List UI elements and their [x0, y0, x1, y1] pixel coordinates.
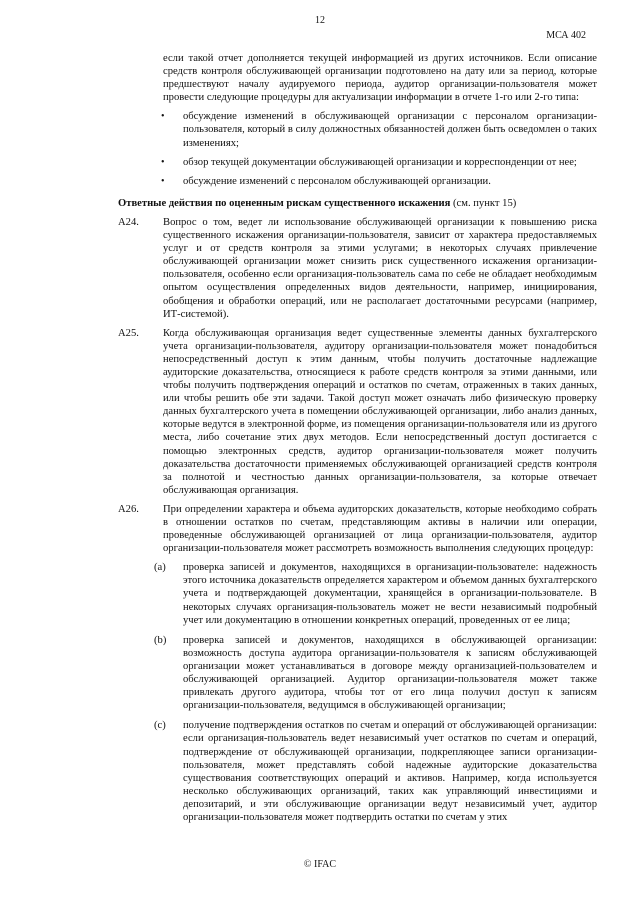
bullet-icon: • [161, 156, 165, 168]
paragraph-a26 [118, 503, 597, 555]
paragraph-text: При определении характера и объема аудиторских доказательств, которые необходимо собрать в отношении остатков по счетам, представляющим активы в наличии или операции, проведенные обслуживающей организацией от лица организации-пользователя, аудитор организации-пользователя может рассмотреть возможность выполнения следующих процедур: [163, 503, 597, 555]
section-heading-ref: (см. пункт 15) [450, 197, 517, 209]
paragraph-number: А24. [118, 216, 139, 228]
bullet-icon: • [161, 111, 165, 123]
bullet-text: обсуждение изменений в обслуживающей организации с персоналом организации-пользователя, который в силу должностных обязанностей должен быть осведомлен о таких изменениях; [183, 111, 597, 149]
subitem-letter: (a) [154, 562, 166, 574]
subitem-letter: (c) [154, 720, 166, 732]
paragraph-number: А26. [118, 503, 139, 515]
intro-paragraph: если такой отчет дополняется текущей информацией из других источников. Если описание средств контроля обслуживающей организации подготовлено на дату или за период, которые предшествуют началу аудируемого периода, аудитор организации-пользователя может провести следующие процедуры для актуализации информации в отчете 1-го или 2-го типа: [163, 53, 597, 104]
bullet-text: обзор текущей документации обслуживающей организации и корреспонденции от нее; [183, 156, 577, 168]
subitem-text: получение подтверждения остатков по счетам и операций от обслуживающей организации: если организация-пользователь ведет независимый учет остатков по счетам и операций, подтверждение от обслуживающей организации, подкрепляющее записи организации-пользователя, может представлять собой надежные аудиторские доказательства существования соответствующих операций и активов. Например, когда используется несколько обслуживающих организаций, таких как управляющий инвестициями и депозитарий, и эти обслуживающие организации ведут независимый учет, аудитор организации-пользователя может подтвердить остатки по счетам у этих [183, 720, 597, 823]
subitem-text: проверка записей и документов, находящихся в обслуживающей организации: возможность доступа аудитора организации-пользователя к записям обслуживающей организации может устанавливаться в договоре между организацией-пользователем и обслуживающей организацией. Аудитор организации-пользователя может также привлекать другого аудитора, чтобы тот от его лица получил доступ к записям организации-пользователя, ведущимся в обслуживающей организации; [183, 634, 597, 712]
bullet-item [118, 175, 597, 188]
subitem-b [118, 634, 597, 713]
subitem-a [118, 561, 597, 626]
page-content [118, 52, 597, 824]
page-number: 12 [315, 15, 325, 26]
paragraph-a24 [118, 216, 597, 321]
subitem-text: проверка записей и документов, находящихся в организации-пользователе: надежность этого источника доказательств определяется характером и объемом данных бухгалтерского учета и подтверждающей документации, хранящейся в организации-пользователе. В некоторых случаях организация-пользователь может не вести независимый подробный учет или документацию в отношении конкретных операций, проведенных от ее лица; [183, 562, 597, 626]
paragraph-text: Когда обслуживающая организация ведет существенные элементы данных бухгалтерского учета организации-пользователя, аудитору организации-пользователя может понадобиться непосредственный доступ к этим данным, чтобы получить достаточные надлежащие аудиторские доказательства, относящиеся к работе средств контроля за этими данными, или чтобы получить подтверждения операций и остатков по счетам, отраженных в таких данных, или чтобы решить обе эти задачи. Такой доступ может означать либо физическую проверку данных бухгалтерского учета в помещении обслуживающей организации, либо анализ данных, которые ведутся в электронной форме, из помещения организации-пользователя или из другого места, либо сочетание этих двух методов. Если непосредственный доступ достигается с помощью электронных средств, аудитор организации-пользователя может получить доказательства достаточности применяемых обслуживающей организацией средств контроля за полнотой и честностью данных организации-пользователя, за которые отвечает обслуживающая организация. [163, 327, 597, 496]
bullet-item [118, 156, 597, 169]
subitem-c [118, 719, 597, 824]
footer-copyright: © IFAC [303, 859, 337, 870]
document-code: МСА 402 [546, 30, 586, 41]
paragraph-number: А25. [118, 327, 139, 339]
paragraph-a25 [118, 327, 597, 497]
paragraph-text: Вопрос о том, ведет ли использование обслуживающей организации к повышению риска существенного искажения организации-пользователя, зависит от характера предоставляемых услуг и от средств контроля за этими услугами; в некоторых случаях привлечение обслуживающей организации может снизить риск существенного искажения организации-пользователя, особенно если организация-пользователь сама по себе не обладает необходимым опытом осуществления определенных видов деятельности, например, инициирования, обобщения и обработки операций, или не располагает достаточными ресурсами (например, ИТ-системой). [163, 216, 597, 320]
bullet-icon: • [161, 175, 165, 187]
section-heading [118, 197, 597, 210]
bullet-list [118, 110, 597, 187]
bullet-text: обсуждение изменений с персоналом обслуживающей организации. [183, 175, 491, 187]
bullet-item [118, 110, 597, 149]
subitem-letter: (b) [154, 634, 167, 646]
section-heading-title: Ответные действия по оцененным рискам существенного искажения [118, 197, 451, 209]
